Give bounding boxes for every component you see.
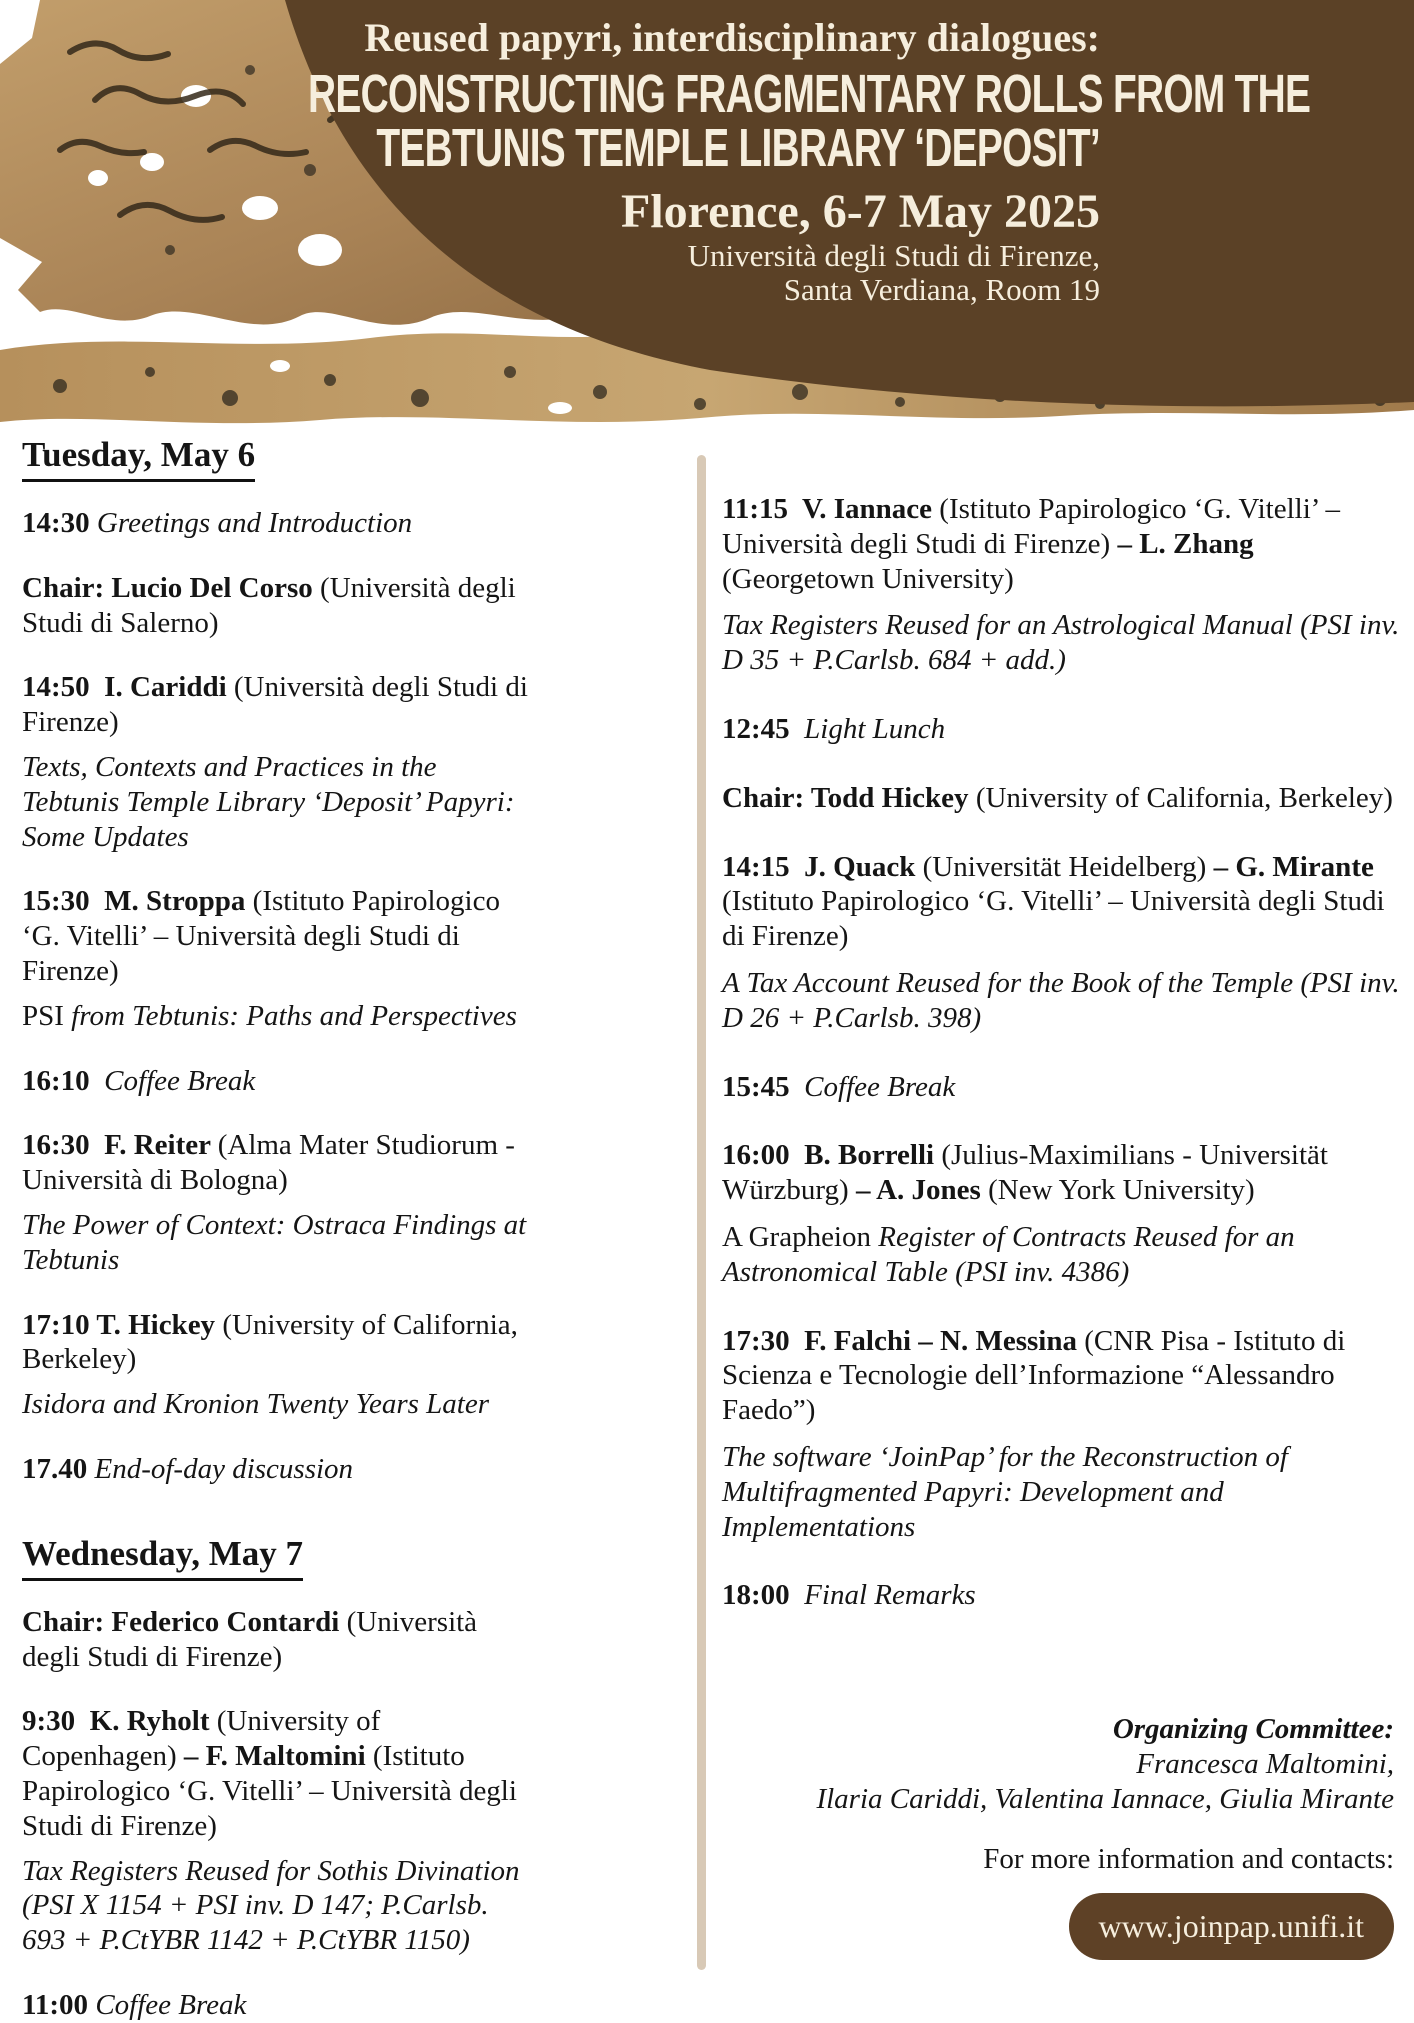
talk-title: A Grapheion Register of Contracts Reused for an Astronomical Table (PSI inv. 4386) <box>722 1220 1295 1288</box>
program-entry: Chair: Lucio Del Corso (Università degli Studi di Salerno) <box>22 571 516 639</box>
program-entry: 15:30 M. Stroppa (Istituto Papirologico ‘G. Vitelli’ – Università degli Studi di Firenze) <box>22 885 500 987</box>
program-entry: 11:00 Coffee Break <box>22 1988 247 2021</box>
talk-title: The Power of Context: Ostraca Findings at Tebtunis <box>22 1208 527 1276</box>
program-entry: 16:30 F. Reiter (Alma Mater Studiorum - Università di Bologna) <box>22 1129 515 1197</box>
day-heading <box>22 434 534 476</box>
program-entry: 12:45 Light Lunch <box>722 712 946 745</box>
talk-title: A Tax Account Reused for the Book of the Temple (PSI inv. D 26 + P.Carlsb. 398) <box>722 966 1400 1034</box>
talk-title: Isidora and Kronion Twenty Years Later <box>22 1388 490 1421</box>
talk-title: Tax Registers Reused for an Astrological Manual (PSI inv. D 35 + P.Carlsb. 684 + add.) <box>722 609 1400 677</box>
conference-subtitle: Reused papyri, interdisciplinary dialogues: <box>364 15 1100 60</box>
program-column-wednesday <box>722 492 1402 1613</box>
talk-title: The software ‘JoinPap’ for the Reconstruction of Multifragmented Papyri: Development and Implementations <box>722 1440 1288 1543</box>
program-entry: 18:00 Final Remarks <box>722 1579 976 1612</box>
program-entry: 15:45 Coffee Break <box>722 1070 956 1103</box>
conference-title-line1: RECONSTRUCTING FRAGMENTARY ROLLS FROM THE <box>307 63 1311 124</box>
program-entry: 16:00 B. Borrelli (Julius-Maximilians - Universität Würzburg) – A. Jones (New York University) <box>722 1139 1328 1207</box>
program-entry: 16:10 Coffee Break <box>22 1064 256 1097</box>
organizing-committee-line2: Ilaria Cariddi, Valentina Iannace, Giulia Mirante <box>816 1782 1394 1815</box>
talk-title: PSI from Tebtunis: Paths and Perspectives <box>22 999 517 1032</box>
program-entry: 14:50 I. Cariddi (Università degli Studi di Firenze) <box>22 671 528 739</box>
day-heading-label: Tuesday, May 6 <box>22 435 255 482</box>
venue-room: Santa Verdiana, Room 19 <box>783 271 1100 307</box>
program-column-tuesday <box>22 434 534 2023</box>
poster-header <box>0 15 1311 307</box>
conference-date: Florence, 6-7 May 2025 <box>621 184 1100 238</box>
program-entry: 9:30 K. Ryholt (University of Copenhagen) – F. Maltomini (Istituto Papirologico ‘G. Vitelli’ – Università degli Studi di Firenze) <box>22 1705 517 1842</box>
program-entry: 17:30 F. Falchi – N. Messina (CNR Pisa - Istituto di Scienza e Tecnologie dell’Informazione “Alessandro Faedo”) <box>722 1324 1346 1427</box>
day-heading-label: Wednesday, May 7 <box>22 1534 303 1581</box>
day-heading <box>22 1533 534 1575</box>
program-entry: 14:30 Greetings and Introduction <box>22 507 413 539</box>
website-pill[interactable]: www.joinpap.unifi.it <box>1069 1893 1394 1959</box>
venue-university: Università degli Studi di Firenze, <box>687 237 1100 273</box>
talk-title: Tax Registers Reused for Sothis Divination (PSI X 1154 + PSI inv. D 147; P.Carlsb. 693 + P.CtYBR 1142 + P.CtYBR 1150) <box>22 1854 520 1957</box>
program-entry: 11:15 V. Iannace (Istituto Papirologico ‘G. Vitelli’ – Università degli Studi di Firenze) – L. Zhang (Georgetown University) <box>722 493 1340 595</box>
organizing-committee-heading: Organizing Committee: <box>1112 1713 1394 1745</box>
program-entry: Chair: Todd Hickey (University of California, Berkeley) <box>722 781 1393 814</box>
conference-title-line2: TEBTUNIS TEMPLE LIBRARY ‘DEPOSIT’ <box>376 117 1100 178</box>
organizing-committee-line1: Francesca Maltomini, <box>1136 1747 1394 1780</box>
program-entry: 17:10 T. Hickey (University of California, Berkeley) <box>22 1308 518 1376</box>
contact-text: For more information and contacts: <box>983 1843 1394 1876</box>
footer <box>634 1712 1394 1960</box>
program-entry: 14:15 J. Quack (Universität Heidelberg) – G. Mirante (Istituto Papirologico ‘G. Vitelli’ – Università degli Studi di Firenze) <box>722 850 1385 953</box>
talk-title: Texts, Contexts and Practices in the Tebtunis Temple Library ‘Deposit’ Papyri: Some Updates <box>22 750 515 853</box>
program-entry: Chair: Federico Contardi (Università degli Studi di Firenze) <box>22 1605 478 1673</box>
program-entry: 17.40 End-of-day discussion <box>22 1452 354 1485</box>
conference-title <box>307 63 1311 178</box>
